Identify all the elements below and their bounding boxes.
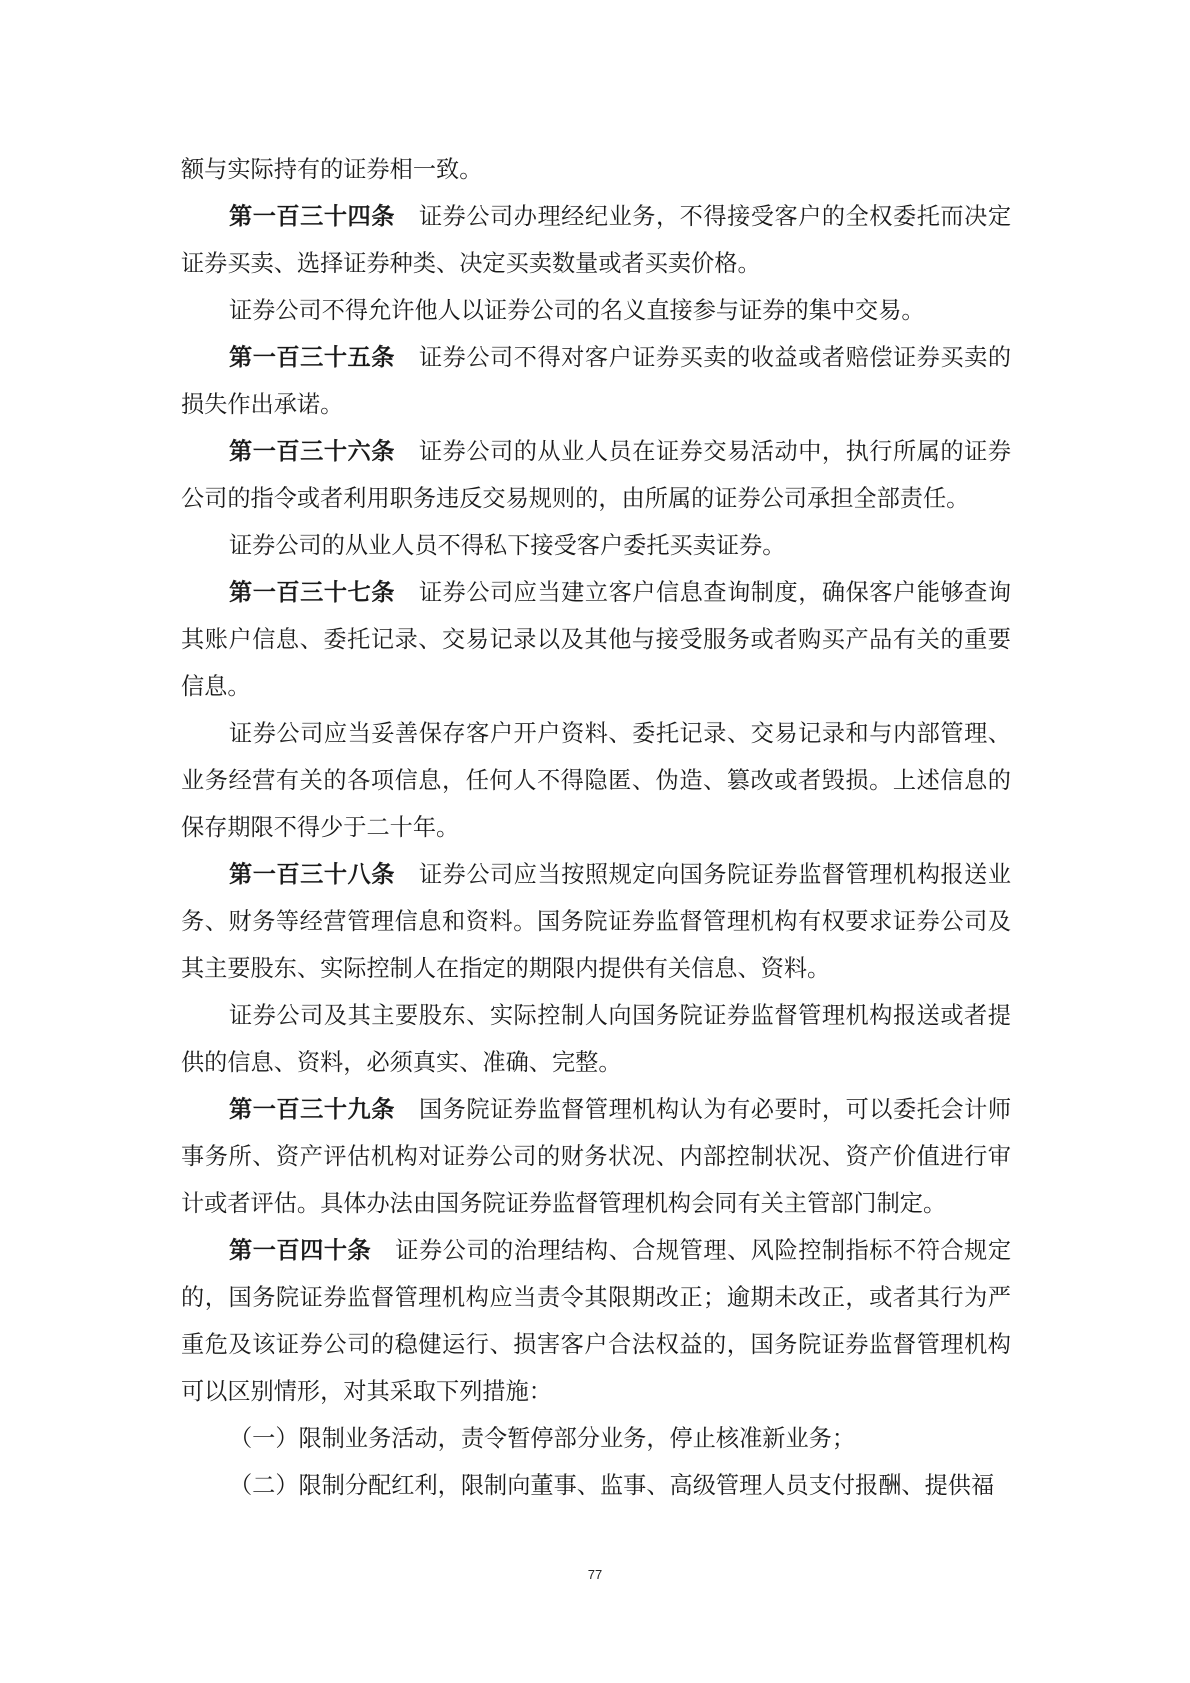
- list-item-text: （一）限制业务活动，责令暂停部分业务，停止核准新业务；: [229, 1425, 856, 1452]
- paragraph: [181, 287, 1011, 334]
- article-heading: 第一百三十六条: [229, 438, 395, 465]
- list-item: [181, 1462, 1011, 1509]
- article-134: [181, 193, 1011, 287]
- paragraph-text: 证券公司应当妥善保存客户开户资料、委托记录、交易记录和与内部管理、业务经营有关的各项信息，任何人不得隐匿、伪造、篡改或者毁损。上述信息的保存期限不得少于二十年。: [181, 720, 1011, 841]
- article-text: 证券公司不得对客户证券买卖的收益或者赔偿证券买卖的损失作出承诺。: [181, 344, 1012, 418]
- article-text: 证券公司应当建立客户信息查询制度，确保客户能够查询其账户信息、委托记录、交易记录以及其他与接受服务或者购买产品有关的重要信息。: [181, 579, 1012, 700]
- article-text: 证券公司的治理结构、合规管理、风险控制指标不符合规定的，国务院证券监督管理机构应当责令其限期改正；逾期未改正，或者其行为严重危及该证券公司的稳健运行、损害客户合法权益的，国务院证券监督管理机构可以区别情形，对其采取下列措施：: [181, 1237, 1012, 1405]
- article-heading: 第一百三十五条: [229, 344, 395, 371]
- paragraph-text: 额与实际持有的证券相一致。: [181, 156, 483, 183]
- article-text: 证券公司应当按照规定向国务院证券监督管理机构报送业务、财务等经营管理信息和资料。国务院证券监督管理机构有权要求证券公司及其主要股东、实际控制人在指定的期限内提供有关信息、资料。: [181, 861, 1012, 982]
- paragraph-continuation: [181, 146, 1011, 193]
- paragraph-text: 证券公司及其主要股东、实际控制人向国务院证券监督管理机构报送或者提供的信息、资料，必须真实、准确、完整。: [181, 1002, 1011, 1076]
- article-137: [181, 569, 1011, 710]
- article-136: [181, 428, 1011, 522]
- article-text: 国务院证券监督管理机构认为有必要时，可以委托会计师事务所、资产评估机构对证券公司的财务状况、内部控制状况、资产价值进行审计或者评估。具体办法由国务院证券监督管理机构会同有关主管部门制定。: [181, 1096, 1012, 1217]
- article-text: 证券公司的从业人员在证券交易活动中，执行所属的证券公司的指令或者利用职务违反交易规则的，由所属的证券公司承担全部责任。: [181, 438, 1012, 512]
- article-138: [181, 851, 1011, 992]
- article-135: [181, 334, 1011, 428]
- list-item-text: （二）限制分配红利，限制向董事、监事、高级管理人员支付报酬、提供福: [229, 1472, 995, 1499]
- paragraph-text: 证券公司的从业人员不得私下接受客户委托买卖证券。: [229, 532, 786, 559]
- paragraph-text: 证券公司不得允许他人以证券公司的名义直接参与证券的集中交易。: [229, 297, 925, 324]
- page-number: 77: [587, 1567, 603, 1582]
- list-item: [181, 1415, 1011, 1462]
- paragraph: [181, 710, 1011, 851]
- document-body: [181, 146, 1011, 1509]
- paragraph: [181, 522, 1011, 569]
- article-heading: 第一百三十四条: [229, 203, 395, 230]
- article-heading: 第一百三十七条: [229, 579, 395, 606]
- article-140: [181, 1227, 1011, 1415]
- article-heading: 第一百三十九条: [229, 1096, 395, 1123]
- article-text: 证券公司办理经纪业务，不得接受客户的全权委托而决定证券买卖、选择证券种类、决定买卖数量或者买卖价格。: [181, 203, 1012, 277]
- article-139: [181, 1086, 1011, 1227]
- article-heading: 第一百四十条: [229, 1237, 372, 1264]
- article-heading: 第一百三十八条: [229, 861, 395, 888]
- paragraph: [181, 992, 1011, 1086]
